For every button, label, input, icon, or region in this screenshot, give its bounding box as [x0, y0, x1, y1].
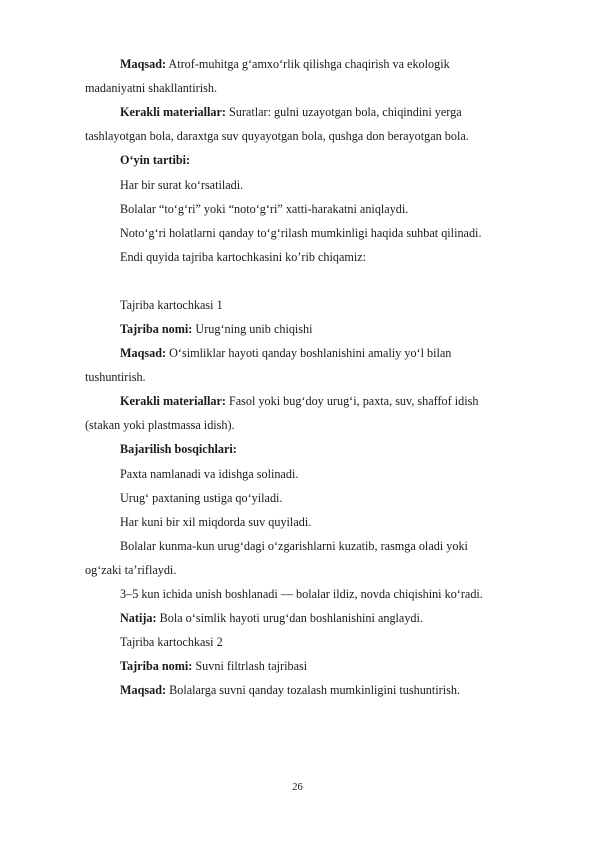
goal-line: [120, 57, 450, 72]
game-order-heading: [120, 153, 190, 168]
goal-label: Maqsad:: [120, 57, 167, 71]
page-number: 26: [292, 782, 303, 793]
card-1-name-text: Urug‘ning unib chiqishi: [192, 322, 313, 336]
card-1-result-label: Natija:: [120, 611, 157, 625]
step-line: 3–5 kun ichida unish boshlanadi — bolalar ildiz, novda chiqishini ko‘radi.: [120, 587, 483, 601]
card-1-steps-label: Bajarilish bosqichlari:: [120, 442, 237, 456]
intro-line: Endi quyida tajriba kartochkasini ko’rib chiqamiz:: [120, 250, 367, 264]
goal-text: Atrof-muhitga g‘amxo‘rlik qilishga chaqirish va ekologik: [166, 57, 450, 71]
card-2-goal-text: Bolalarga suvni qanday tozalash mumkinligini tushuntirish.: [166, 683, 460, 697]
step-line: Har bir surat ko‘rsatiladi.: [120, 178, 244, 192]
card-2-goal-label: Maqsad:: [120, 683, 167, 697]
materials-continuation: tashlayotgan bola, daraxtga suv quyayotgan bola, qushga don berayotgan bola.: [85, 129, 469, 143]
step-line: Urug‘ paxtaning ustiga qo‘yiladi.: [120, 491, 283, 505]
materials-line: [120, 105, 462, 120]
card-1-materials-line: [120, 394, 478, 409]
step-line: Bolalar “to‘g‘ri” yoki “noto‘g‘ri” xatti-harakatni aniqlaydi.: [120, 202, 409, 216]
card-2-title: Tajriba kartochkasi 2: [120, 635, 223, 649]
card-1-materials-continuation: (stakan yoki plastmassa idish).: [85, 418, 235, 432]
card-2-name-text: Suvni filtrlash tajribasi: [192, 659, 308, 673]
card-1-materials-text: Fasol yoki bug‘doy urug‘i, paxta, suv, shaffof idish: [225, 394, 479, 408]
step-line: Noto‘g‘ri holatlarni qanday to‘g‘rilash mumkinligi haqida suhbat qilinadi.: [120, 226, 482, 240]
goal-continuation: madaniyatni shakllantirish.: [85, 81, 218, 95]
card-1-title: Tajriba kartochkasi 1: [120, 298, 223, 312]
card-1-steps-heading: [120, 442, 237, 457]
card-1-name-label: Tajriba nomi:: [120, 322, 193, 336]
card-1-goal-label: Maqsad:: [120, 346, 167, 360]
materials-label: Kerakli materiallar:: [120, 105, 226, 119]
step-line: Har kuni bir xil miqdorda suv quyiladi.: [120, 515, 312, 529]
materials-text: Suratlar: gulni uzayotgan bola, chiqindini yerga: [225, 105, 462, 119]
card-1-goal-continuation: tushuntirish.: [85, 370, 146, 384]
card-2-name-line: [120, 659, 307, 674]
card-1-result-text: Bola o‘simlik hayoti urug‘dan boshlanishini anglaydi.: [156, 611, 423, 625]
card-1-name-line: [120, 322, 313, 337]
card-2-goal-line: [120, 683, 460, 698]
card-1-materials-label: Kerakli materiallar:: [120, 394, 226, 408]
card-1-result-line: [120, 611, 423, 626]
step-line: Bolalar kunma-kun urug‘dagi o‘zgarishlarni kuzatib, rasmga oladi yoki: [120, 539, 468, 553]
card-1-goal-text: O‘simliklar hayoti qanday boshlanishini amaliy yo‘l bilan: [166, 346, 452, 360]
card-2-name-label: Tajriba nomi:: [120, 659, 193, 673]
step-line: Paxta namlanadi va idishga solinadi.: [120, 467, 299, 481]
step-continuation: og‘zaki ta’riflaydi.: [85, 563, 177, 577]
card-1-goal-line: [120, 346, 451, 361]
game-order-label: O‘yin tartibi:: [120, 153, 191, 167]
